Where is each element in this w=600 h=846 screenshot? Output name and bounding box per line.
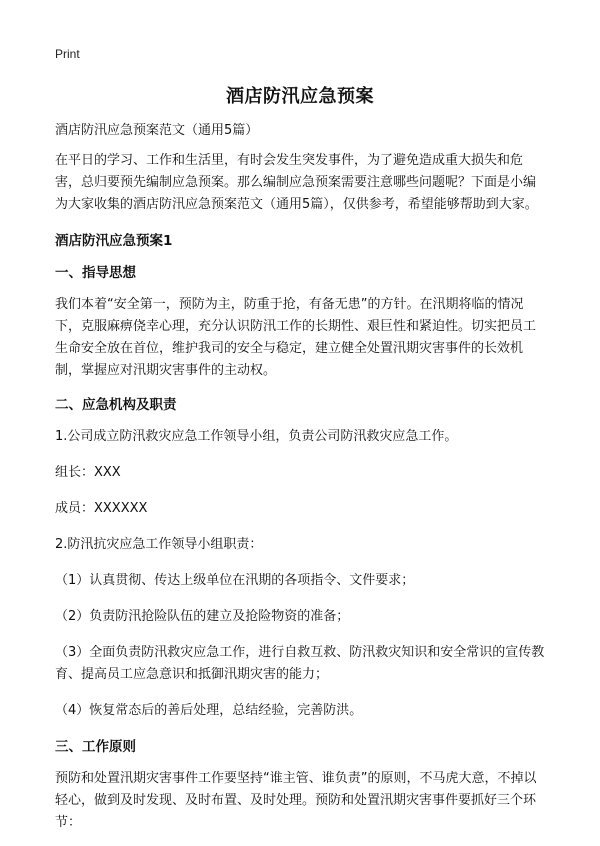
org-leader: 组长：XXX: [55, 465, 121, 480]
print-label: Print: [55, 47, 80, 61]
section-heading-emergency-organization: 二、应急机构及职责: [55, 397, 177, 413]
duty-item-2: （2）负责防汛抢险队伍的建立及抢险物资的准备；: [55, 609, 350, 624]
section-paragraph-work-principles: 预防和处置汛期灾害事件工作要坚持“谁主管、谁负责”的原则，不马虎大意，不掉以轻心，做到及时发现、及时布置、及时处理。预防和处置汛期灾害事件要抓好三个环节：: [55, 771, 537, 830]
section-paragraph-guiding-thought: 我们本着“安全第一，预防为主，防重于抢，有备无患”的方针。在汛期将临的情况下，克服麻痹侥幸心理，充分认识防汛工作的长期性、艰巨性和紧迫性。切实把员工生命安全放在首位，维护我司的安全与稳定，建立健全处置汛期灾害事件的长效机制，掌握应对汛期灾害事件的主动权。: [55, 297, 537, 378]
document-subtitle: 酒店防汛应急预案范文（通用5篇）: [55, 123, 259, 138]
org-members: 成员：XXXXXX: [55, 501, 148, 516]
intro-paragraph: 在平日的学习、工作和生活里，有时会发生突发事件，为了避免造成重大损失和危害，总归要预先编制应急预案。那么编制应急预案需要注意哪些问题呢？下面是小编为大家收集的酒店防汛应急预案范文（通用5篇），仅供参考，希望能够帮助到大家。: [55, 153, 538, 212]
duty-item-1: （1）认真贯彻、传达上级单位在汛期的各项指令、文件要求；: [55, 573, 415, 588]
article-heading: 酒店防汛应急预案1: [55, 233, 173, 249]
duty-item-3: （3）全面负责防汛救灾应急工作，进行自救互救、防汛救灾知识和安全常识的宣传教育、提高员工应急意识和抵御汛期灾害的能力；: [55, 645, 545, 682]
document-body: [55, 120, 545, 846]
section-heading-work-principles: 三、工作原则: [55, 739, 136, 755]
document-title: 酒店防汛应急预案: [226, 86, 374, 107]
org-item-2: 2.防汛抗灾应急工作领导小组职责：: [55, 537, 263, 552]
section-heading-guiding-thought: 一、指导思想: [55, 265, 136, 281]
org-item-1: 1.公司成立防汛救灾应急工作领导小组，负责公司防汛救灾应急工作。: [55, 429, 458, 444]
duty-item-4: （4）恢复常态后的善后处理，总结经验，完善防洪。: [55, 703, 363, 718]
